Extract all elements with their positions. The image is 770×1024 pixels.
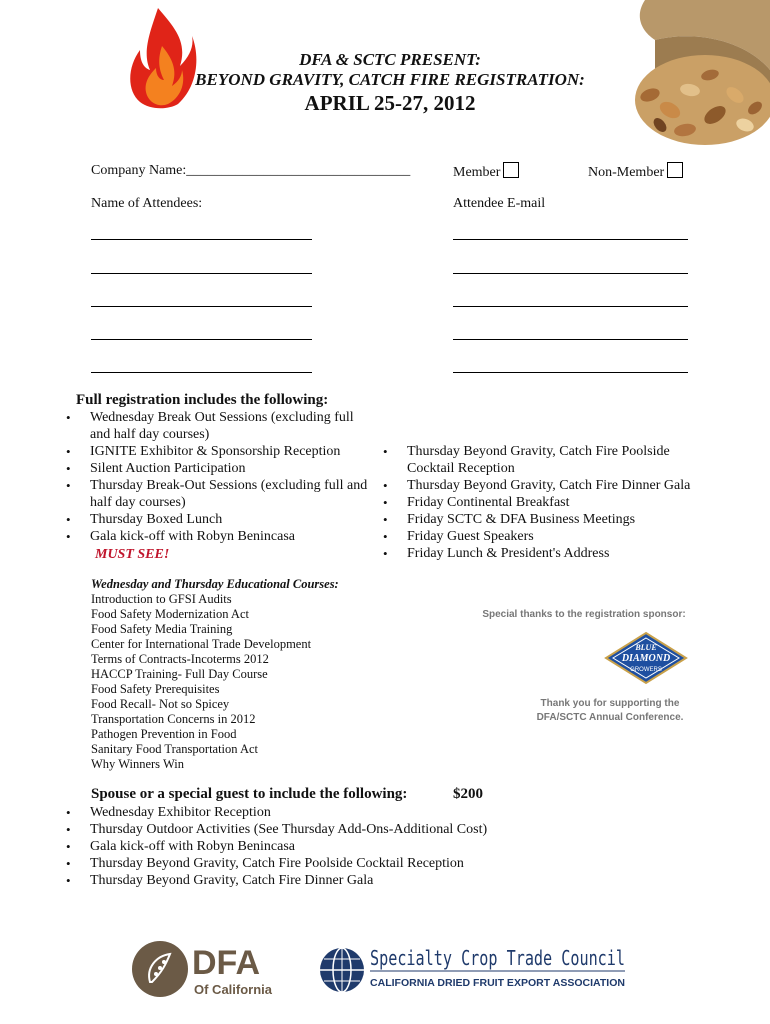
course-item: Food Safety Prerequisites (91, 682, 220, 696)
spouse-price: $200 (453, 786, 483, 802)
list-item: • Friday Lunch & President's Address (379, 545, 699, 562)
attendee-email-line[interactable] (453, 273, 688, 274)
list-item: • Friday Guest Speakers (379, 528, 699, 545)
member-checkbox[interactable] (503, 162, 519, 178)
list-item: • IGNITE Exhibitor & Sponsorship Reception (62, 443, 372, 460)
svg-text:DIAMOND: DIAMOND (621, 653, 671, 664)
attendee-email-line[interactable] (453, 372, 688, 373)
svg-text:Specialty Crop Trade Council: Specialty Crop Trade Council (370, 946, 625, 970)
attendee-name-line[interactable] (91, 273, 312, 274)
attendee-email-line[interactable] (453, 239, 688, 240)
support-line: Thank you for supporting the (540, 698, 680, 709)
full-registration-right-list (379, 443, 699, 562)
sponsor-thanks: Special thanks to the registration sponsor: (482, 609, 686, 620)
svg-text:GROWERS: GROWERS (630, 667, 662, 673)
member-label: Member (453, 165, 501, 180)
member-option[interactable] (453, 162, 519, 181)
attendees-label: Name of Attendees: (91, 196, 203, 211)
course-item: Food Safety Media Training (91, 622, 233, 636)
non-member-option[interactable] (588, 162, 683, 181)
svg-text:DFA: DFA (192, 944, 260, 982)
event-presenters: DFA & SCTC PRESENT: (299, 50, 481, 69)
attendee-name-line[interactable] (91, 239, 312, 240)
list-item: • Gala kick-off with Robyn Benincasa (62, 838, 582, 855)
svg-text:CALIFORNIA DRIED FRUIT EXPORT: CALIFORNIA DRIED FRUIT EXPORT ASSOCIATION (370, 977, 625, 989)
list-item: • Gala kick-off with Robyn Benincasa (62, 528, 372, 545)
course-item: Sanitary Food Transportation Act (91, 742, 259, 756)
attendee-email-label: Attendee E-mail (453, 196, 546, 211)
list-item: • Thursday Boxed Lunch (62, 511, 372, 528)
list-item: • Thursday Beyond Gravity, Catch Fire Dinner Gala (62, 872, 582, 889)
full-registration-left-list (62, 409, 372, 545)
blue-diamond-logo (605, 632, 687, 684)
course-item: Food Safety Modernization Act (91, 607, 249, 621)
course-item: Why Winners Win (91, 757, 184, 771)
list-item: • Thursday Beyond Gravity, Catch Fire Poolside Cocktail Reception (62, 855, 582, 872)
course-item: Introduction to GFSI Audits (91, 592, 232, 606)
sctc-logo (318, 940, 638, 1000)
attendee-email-line[interactable] (453, 306, 688, 307)
list-item: • Silent Auction Participation (62, 460, 372, 477)
event-dates: APRIL 25-27, 2012 (304, 91, 476, 115)
course-item: Center for International Trade Development (91, 637, 312, 651)
list-item: • Wednesday Break Out Sessions (excluding full and half day courses) (62, 409, 372, 443)
list-item: • Friday Continental Breakfast (379, 494, 699, 511)
list-item: • Thursday Beyond Gravity, Catch Fire Dinner Gala (379, 477, 699, 494)
svg-text:Of California: Of California (194, 982, 273, 997)
course-item: Food Recall- Not so Spicey (91, 697, 230, 711)
list-item: • Wednesday Exhibitor Reception (62, 804, 582, 821)
course-item: HACCP Training- Full Day Course (91, 667, 268, 681)
attendee-name-line[interactable] (91, 306, 312, 307)
course-item: Terms of Contracts-Incoterms 2012 (91, 652, 269, 666)
spouse-list (62, 804, 582, 889)
non-member-label: Non-Member (588, 165, 665, 180)
list-item: • Friday SCTC & DFA Business Meetings (379, 511, 699, 528)
full-registration-heading: Full registration includes the following: (76, 392, 329, 408)
support-line: DFA/SCTC Annual Conference. (536, 712, 684, 723)
course-item: Transportation Concerns in 2012 (91, 712, 256, 726)
educational-courses (91, 577, 421, 772)
must-see-note: MUST SEE! (95, 547, 170, 562)
courses-heading: Wednesday and Thursday Educational Courses: (91, 577, 339, 591)
event-title: BEYOND GRAVITY, CATCH FIRE REGISTRATION: (195, 70, 585, 89)
attendee-name-line[interactable] (91, 339, 312, 340)
attendee-email-line[interactable] (453, 339, 688, 340)
attendee-name-line[interactable] (91, 372, 312, 373)
list-item: • Thursday Beyond Gravity, Catch Fire Poolside Cocktail Reception (379, 443, 699, 477)
dfa-logo (130, 938, 285, 1000)
non-member-checkbox[interactable] (667, 162, 683, 178)
sponsor-support-note (500, 697, 720, 725)
company-name-field[interactable]: Company Name:________________________________ (91, 163, 411, 178)
list-item: • Thursday Break-Out Sessions (excluding full and half day courses) (62, 477, 372, 511)
svg-text:BLUE: BLUE (635, 643, 657, 652)
course-item: Pathogen Prevention in Food (91, 727, 237, 741)
list-item: • Thursday Outdoor Activities (See Thursday Add-Ons-Additional Cost) (62, 821, 582, 838)
spouse-heading: Spouse or a special guest to include the following: (91, 786, 408, 802)
